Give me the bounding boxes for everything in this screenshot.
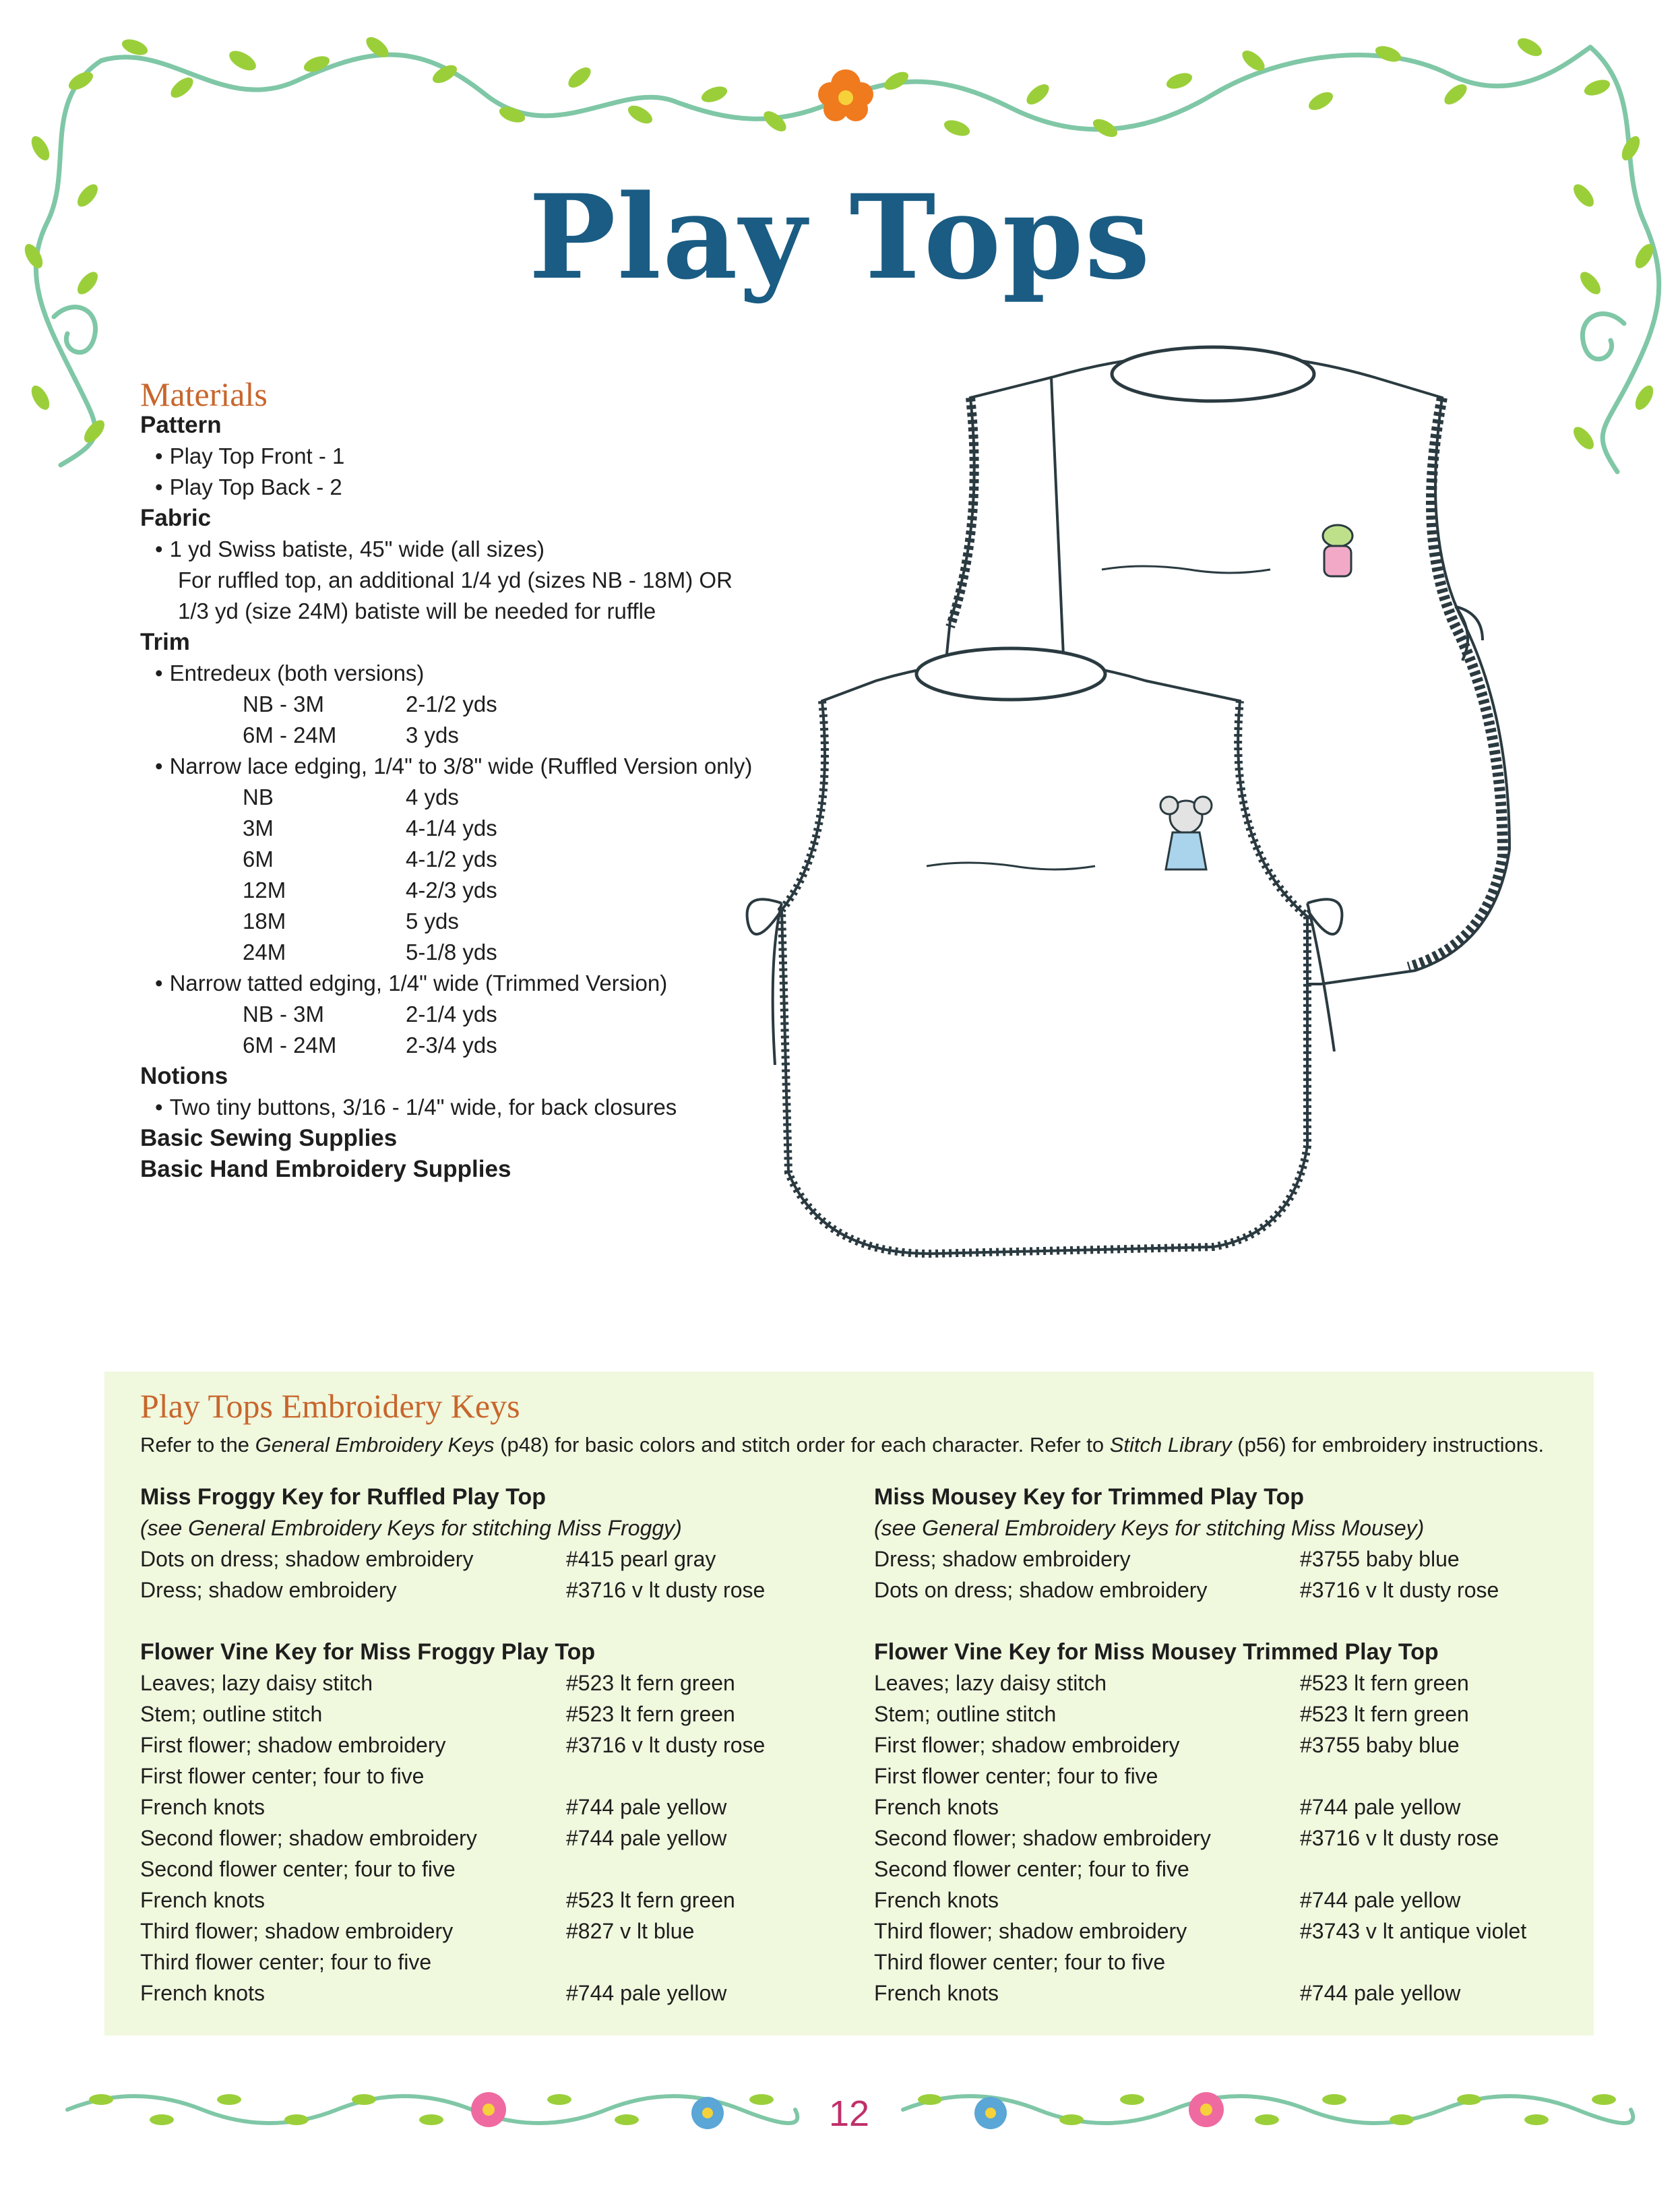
key-row bbox=[140, 1761, 841, 1792]
key-item: Second flower; shadow embroidery bbox=[140, 1826, 477, 1850]
trim-item-tatted: • Narrow tatted edging, 1/4" wide (Trimmed Version) bbox=[140, 968, 828, 999]
embroidery-keys-heading: Play Tops Embroidery Keys bbox=[140, 1387, 520, 1425]
key-heading: Flower Vine Key for Miss Froggy Play Top bbox=[140, 1639, 596, 1665]
key-item: Second flower; shadow embroidery bbox=[874, 1826, 1211, 1850]
key-item: Third flower; shadow embroidery bbox=[874, 1919, 1187, 1943]
key-color: #523 lt fern green bbox=[566, 1888, 735, 1912]
key-color bbox=[1300, 1761, 1583, 1792]
key-heading: Flower Vine Key for Miss Mousey Trimmed Play Top bbox=[874, 1639, 1439, 1665]
key-row bbox=[140, 1667, 841, 1698]
key-item: Stem; outline stitch bbox=[874, 1702, 1057, 1726]
key-color: #523 lt fern green bbox=[1300, 1671, 1469, 1695]
key-item: First flower; shadow embroidery bbox=[140, 1733, 446, 1757]
key-row bbox=[874, 1792, 1575, 1823]
key-item: Dots on dress; shadow embroidery bbox=[140, 1547, 474, 1571]
orange-flower-icon bbox=[818, 69, 873, 121]
key-color bbox=[566, 1761, 849, 1792]
size-label: 6M - 24M bbox=[243, 723, 337, 747]
key-item: Leaves; lazy daisy stitch bbox=[874, 1671, 1107, 1695]
key-item: French knots bbox=[140, 1795, 265, 1819]
key-item: Leaves; lazy daisy stitch bbox=[140, 1671, 373, 1695]
size-amount: 3 yds bbox=[406, 723, 459, 747]
pattern-heading: Pattern bbox=[140, 412, 222, 438]
size-label: 12M bbox=[243, 878, 286, 902]
embroidery-keys-intro bbox=[140, 1431, 1589, 1459]
key-row bbox=[140, 1574, 841, 1605]
key-row bbox=[874, 1698, 1575, 1729]
key-item: Third flower; shadow embroidery bbox=[140, 1919, 454, 1943]
trim-heading: Trim bbox=[140, 629, 190, 655]
miss-mousey-key-column bbox=[874, 1481, 1575, 2009]
size-label: 6M - 24M bbox=[243, 1033, 337, 1058]
key-row bbox=[140, 1947, 841, 1978]
key-color: #523 lt fern green bbox=[1300, 1702, 1469, 1726]
key-row bbox=[874, 1667, 1575, 1698]
key-color: #744 pale yellow bbox=[1300, 1888, 1461, 1912]
key-row bbox=[874, 1854, 1575, 1885]
notions-heading: Notions bbox=[140, 1063, 228, 1089]
key-row bbox=[874, 1978, 1575, 2009]
page-number: 12 bbox=[829, 2093, 870, 2134]
key-color: #827 v lt blue bbox=[566, 1919, 695, 1943]
frog-embroidery-icon bbox=[1323, 525, 1352, 576]
fabric-heading: Fabric bbox=[140, 505, 212, 531]
key-heading: Miss Froggy Key for Ruffled Play Top bbox=[140, 1484, 546, 1510]
page-title: Play Tops bbox=[528, 169, 1152, 305]
size-amount: 2-1/2 yds bbox=[406, 692, 497, 716]
key-color bbox=[1300, 1947, 1583, 1978]
key-row bbox=[874, 1823, 1575, 1854]
key-item: Dress; shadow embroidery bbox=[874, 1547, 1131, 1571]
key-row bbox=[140, 1792, 841, 1823]
size-amount: 2-3/4 yds bbox=[406, 1033, 497, 1058]
intro-ref-stitch-library: Stitch Library bbox=[1109, 1433, 1232, 1457]
key-row bbox=[874, 1729, 1575, 1761]
key-subheading: (see General Embroidery Keys for stitching Miss Froggy) bbox=[140, 1516, 682, 1540]
size-amount: 4 yds bbox=[406, 785, 459, 809]
key-row bbox=[140, 1698, 841, 1729]
key-item: French knots bbox=[140, 1888, 265, 1912]
intro-text: Refer to the bbox=[140, 1433, 255, 1457]
key-row bbox=[140, 1916, 841, 1947]
garment-illustration bbox=[714, 337, 1658, 1281]
key-item: French knots bbox=[874, 1795, 999, 1819]
size-label: 3M bbox=[243, 816, 274, 840]
key-color bbox=[1300, 1854, 1583, 1885]
key-row bbox=[874, 1761, 1575, 1792]
key-row bbox=[140, 1823, 841, 1854]
pattern-item: • Play Top Back - 2 bbox=[140, 472, 828, 503]
size-amount: 4-2/3 yds bbox=[406, 878, 497, 902]
basic-embroidery-supplies: Basic Hand Embroidery Supplies bbox=[140, 1156, 511, 1182]
size-label: 6M bbox=[243, 847, 274, 871]
key-item: French knots bbox=[874, 1981, 999, 2005]
miss-froggy-key-column bbox=[140, 1481, 841, 2009]
size-label: NB - 3M bbox=[243, 1002, 325, 1027]
pink-flower-icon bbox=[471, 2092, 506, 2127]
key-row bbox=[140, 1543, 841, 1574]
key-color: #415 pearl gray bbox=[566, 1547, 716, 1571]
key-item: First flower; shadow embroidery bbox=[874, 1733, 1180, 1757]
key-item: Second flower center; four to five bbox=[140, 1857, 456, 1881]
notions-item: • Two tiny buttons, 3/16 - 1/4" wide, for back closures bbox=[140, 1092, 828, 1123]
key-item: Third flower center; four to five bbox=[140, 1950, 432, 1974]
key-color: #3716 v lt dusty rose bbox=[566, 1578, 766, 1602]
basic-sewing-supplies: Basic Sewing Supplies bbox=[140, 1125, 398, 1151]
key-color bbox=[566, 1854, 849, 1885]
key-color: #3716 v lt dusty rose bbox=[1300, 1578, 1499, 1602]
key-row bbox=[874, 1916, 1575, 1947]
key-color bbox=[566, 1947, 849, 1978]
fabric-note: For ruffled top, an additional 1/4 yd (sizes NB - 18M) OR bbox=[178, 568, 733, 592]
key-item: Dress; shadow embroidery bbox=[140, 1578, 397, 1602]
key-heading: Miss Mousey Key for Trimmed Play Top bbox=[874, 1484, 1304, 1510]
key-item: French knots bbox=[874, 1888, 999, 1912]
key-row bbox=[874, 1574, 1575, 1605]
trim-item-lace: • Narrow lace edging, 1/4" to 3/8" wide (Ruffled Version only) bbox=[140, 751, 828, 782]
key-row bbox=[874, 1543, 1575, 1574]
key-item: Third flower center; four to five bbox=[874, 1950, 1166, 1974]
blue-flower-icon bbox=[974, 2097, 1007, 2129]
size-amount: 4-1/4 yds bbox=[406, 816, 497, 840]
size-label: NB - 3M bbox=[243, 692, 325, 716]
intro-ref-general-keys: General Embroidery Keys bbox=[255, 1433, 495, 1457]
key-row bbox=[140, 1978, 841, 2009]
intro-text: (p56) for embroidery instructions. bbox=[1231, 1433, 1545, 1457]
key-row bbox=[140, 1854, 841, 1885]
key-item: Dots on dress; shadow embroidery bbox=[874, 1578, 1208, 1602]
key-color: #744 pale yellow bbox=[1300, 1981, 1461, 2005]
key-item: Second flower center; four to five bbox=[874, 1857, 1189, 1881]
key-subheading: (see General Embroidery Keys for stitching Miss Mousey) bbox=[874, 1516, 1425, 1540]
key-color: #744 pale yellow bbox=[1300, 1795, 1461, 1819]
pattern-item: • Play Top Front - 1 bbox=[140, 441, 828, 472]
pink-flower-icon bbox=[1189, 2092, 1224, 2127]
key-item: Stem; outline stitch bbox=[140, 1702, 323, 1726]
size-amount: 5 yds bbox=[406, 909, 459, 933]
key-color: #523 lt fern green bbox=[566, 1671, 735, 1695]
key-row bbox=[140, 1729, 841, 1761]
size-amount: 4-1/2 yds bbox=[406, 847, 497, 871]
size-label: 18M bbox=[243, 909, 286, 933]
key-item: First flower center; four to five bbox=[874, 1764, 1158, 1788]
fabric-note: 1/3 yd (size 24M) batiste will be needed for ruffle bbox=[178, 599, 656, 623]
key-item: French knots bbox=[140, 1981, 265, 2005]
key-color: #3755 baby blue bbox=[1300, 1547, 1460, 1571]
intro-text: (p48) for basic colors and stitch order for each character. Refer to bbox=[494, 1433, 1110, 1457]
materials-heading: Materials bbox=[140, 375, 268, 413]
key-color: #744 pale yellow bbox=[566, 1795, 727, 1819]
size-amount: 2-1/4 yds bbox=[406, 1002, 497, 1027]
fabric-item: • 1 yd Swiss batiste, 45" wide (all sizes) bbox=[140, 534, 828, 565]
key-color: #3755 baby blue bbox=[1300, 1733, 1460, 1757]
size-amount: 5-1/8 yds bbox=[406, 940, 497, 965]
key-color: #3743 v lt antique violet bbox=[1300, 1919, 1527, 1943]
size-label: NB bbox=[243, 785, 274, 809]
key-row bbox=[874, 1885, 1575, 1916]
vine-border-bottom bbox=[0, 2069, 1680, 2204]
blue-flower-icon bbox=[691, 2097, 724, 2129]
key-color: #3716 v lt dusty rose bbox=[566, 1733, 766, 1757]
key-color: #744 pale yellow bbox=[566, 1981, 727, 2005]
key-row bbox=[140, 1885, 841, 1916]
key-row bbox=[874, 1947, 1575, 1978]
key-item: First flower center; four to five bbox=[140, 1764, 425, 1788]
size-label: 24M bbox=[243, 940, 286, 965]
key-color: #3716 v lt dusty rose bbox=[1300, 1826, 1499, 1850]
key-color: #523 lt fern green bbox=[566, 1702, 735, 1726]
trim-item-entredeux: • Entredeux (both versions) bbox=[140, 658, 828, 689]
key-color: #744 pale yellow bbox=[566, 1826, 727, 1850]
